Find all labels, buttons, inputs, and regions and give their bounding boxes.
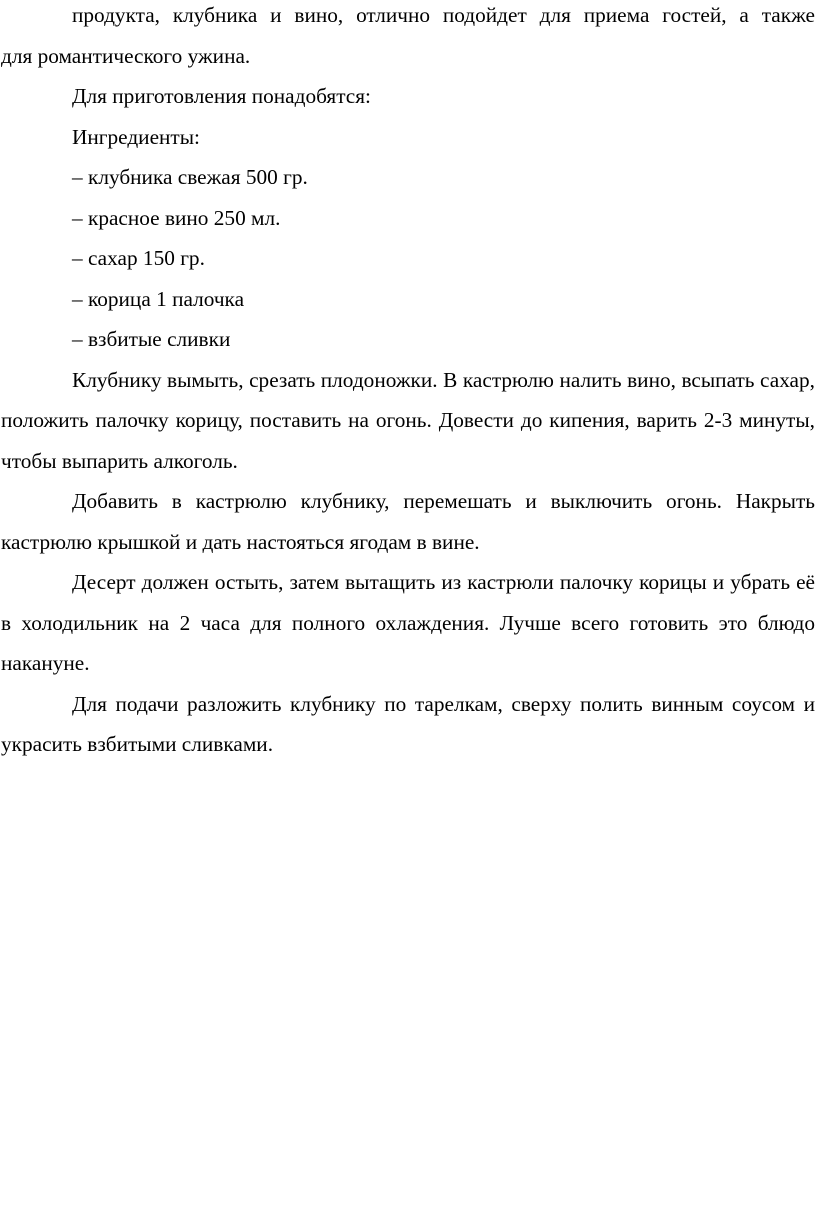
- ingredient-item: – красное вино 250 мл.: [72, 205, 281, 230]
- continuation-line-1: продукта, клубника и вино, отлично подойдет для приема гостей, а также: [72, 3, 815, 27]
- intro-line: Для приготовления понадобятся:: [72, 84, 371, 108]
- step-paragraph: Для подачи разложить клубнику по тарелкам, сверху полить винным соусом и украсить взбитыми сливками.: [1, 691, 815, 756]
- step-paragraph: Добавить в кастрюлю клубнику, перемешать и выключить огонь. Накрыть кастрюлю крышкой и дать настояться ягодам в вине.: [1, 489, 815, 554]
- ingredient-item: – взбитые сливки: [72, 327, 231, 351]
- ingredients-heading: Ингредиенты:: [72, 124, 200, 149]
- ingredient-item: – клубника свежая 500 гр.: [72, 165, 308, 189]
- step-paragraph: Клубнику вымыть, срезать плодоножки. В кастрюлю налить вино, всыпать сахар, положить палочку корицу, поставить на огонь. Довести до кипения, варить 2-3 минуты, чтобы выпарить алкоголь.: [1, 367, 815, 473]
- continuation-line-2: для романтического ужина.: [1, 43, 251, 68]
- document-body: [1, 0, 815, 765]
- ingredient-item: – сахар 150 гр.: [72, 246, 205, 270]
- ingredient-item: – корица 1 палочка: [72, 286, 245, 311]
- step-paragraph: Десерт должен остыть, затем вытащить из кастрюли палочку корицы и убрать её в холодильник на 2 часа для полного охлаждения. Лучше всего готовить это блюдо накануне.: [1, 570, 815, 675]
